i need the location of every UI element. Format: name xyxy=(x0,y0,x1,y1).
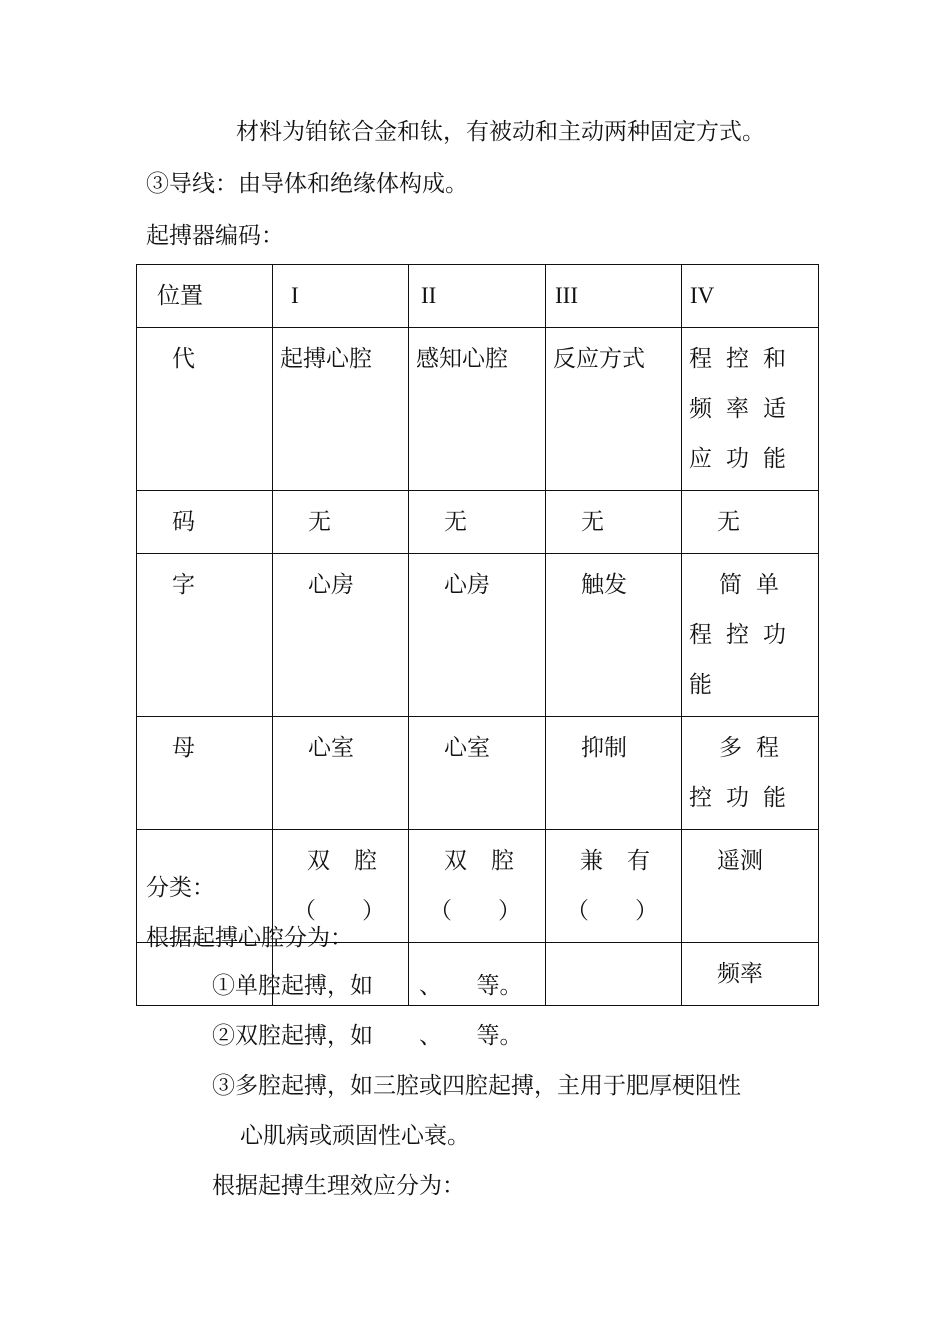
table-cell: 起搏心腔 xyxy=(273,328,409,491)
table-cell: 简单程控功能 xyxy=(682,554,819,717)
text-line-3: 起搏器编码： xyxy=(146,223,284,249)
table-cell: 频率 xyxy=(682,943,819,1006)
pacemaker-code-table xyxy=(136,264,819,1006)
row-label-cell: 母 xyxy=(137,717,273,830)
table-cell: 感知心腔 xyxy=(409,328,546,491)
table-row xyxy=(137,265,819,328)
paren-blank: （ ） xyxy=(293,898,385,924)
table-cell: 遥测 xyxy=(682,830,819,943)
paren-blank: （ ） xyxy=(566,898,658,924)
text-line-10: 根据起搏生理效应分为： xyxy=(212,1173,465,1199)
row-label-cell: 字 xyxy=(137,554,273,717)
table-cell: 心室 xyxy=(409,717,546,830)
table-cell: 无 xyxy=(409,491,546,554)
table-cell xyxy=(546,830,682,943)
header-cell-iv: IV xyxy=(682,265,819,328)
cell-text: 双腔 xyxy=(444,848,538,874)
text-line-5: 根据起搏心腔分为： xyxy=(146,925,353,951)
text-line-6: ①单腔起搏，如 、 等。 xyxy=(212,973,523,999)
table-cell xyxy=(409,830,546,943)
table-cell: 心室 xyxy=(273,717,409,830)
row-label-cell: 代 xyxy=(137,328,273,491)
table-cell: 心房 xyxy=(409,554,546,717)
text-line-7: ②双腔起搏，如 、 等。 xyxy=(212,1023,523,1049)
table-cell: 程控和频率适应功能 xyxy=(682,328,819,491)
table-cell: 反应方式 xyxy=(546,328,682,491)
table-cell: 触发 xyxy=(546,554,682,717)
header-cell-position: 位置 xyxy=(137,265,273,328)
table-cell: 无 xyxy=(682,491,819,554)
table-cell: 无 xyxy=(546,491,682,554)
paren-blank: （ ） xyxy=(429,898,521,924)
text-line-9: 心肌病或顽固性心衰。 xyxy=(240,1123,470,1149)
table-cell: 心房 xyxy=(273,554,409,717)
table-cell: 抑制 xyxy=(546,717,682,830)
table-cell: 多程控功能 xyxy=(682,717,819,830)
table-row xyxy=(137,328,819,491)
table-cell xyxy=(546,943,682,1006)
table-cell: 无 xyxy=(273,491,409,554)
header-cell-iii: III xyxy=(546,265,682,328)
table-row xyxy=(137,717,819,830)
text-line-8: ③多腔起搏，如三腔或四腔起搏，主用于肥厚梗阻性 xyxy=(212,1073,741,1099)
cell-text: 兼有 xyxy=(580,848,674,874)
table-row xyxy=(137,491,819,554)
header-cell-i: I xyxy=(273,265,409,328)
cell-text: 双腔 xyxy=(307,848,401,874)
header-cell-ii: II xyxy=(409,265,546,328)
table-row xyxy=(137,554,819,717)
text-line-1: 材料为铂铱合金和钛，有被动和主动两种固定方式。 xyxy=(236,119,765,145)
row-label-cell: 码 xyxy=(137,491,273,554)
text-line-2: ③导线：由导体和绝缘体构成。 xyxy=(146,171,468,197)
text-line-4: 分类： xyxy=(146,875,215,901)
